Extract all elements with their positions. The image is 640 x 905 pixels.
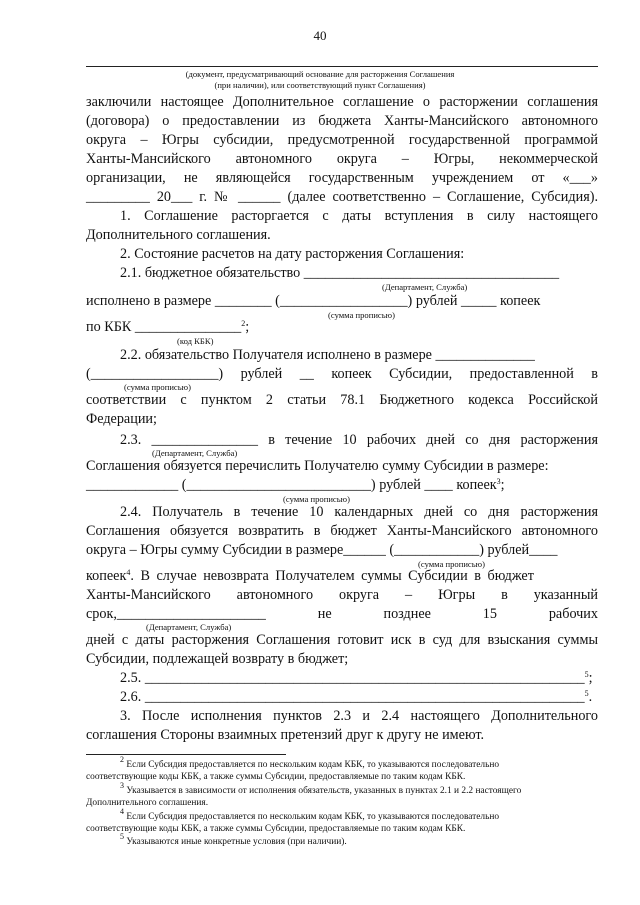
clause-1-line-1: 1. Соглашение расторгается с даты вступления в силу настоящего [120, 208, 598, 224]
clause-2-4-line-8: Субсидии, подлежащей возврату в бюджет; [86, 651, 349, 667]
footnote-text: Если Субсидия предоставляется по нескольким кодам КБК, то указываются последовательно [126, 812, 500, 822]
footnote-2-line-2: соответствующие коды КБК, а также суммы Субсидии, предоставляемые по таким кодам КБК. [86, 772, 466, 782]
footnote-number: 4 [120, 807, 124, 816]
clause-2-1-line-1: 2.1. бюджетное обязательство ____________________________________ [120, 265, 560, 281]
clause-2-5 [120, 669, 598, 687]
footnote-text: Указываются иные конкретные условия (при наличии). [126, 837, 347, 847]
text-line: организации, не являющейся государственным учреждением от «___» [86, 170, 598, 186]
footnote-number: 2 [120, 755, 124, 764]
clause-2-2-line-2: (__________________) рублей __ копеек Субсидии, предоставленной в [86, 366, 598, 382]
caption-sum-3: (сумма прописью) [283, 494, 350, 504]
kbk-blank: по КБК _______________ [86, 319, 242, 335]
text-line: округа – Югры субсидии, предусмотренной государственной программой [86, 132, 598, 148]
clause-2-4-line-2: Соглашения обязуется возвратить в бюджет Ханты-Мансийского автономного [86, 523, 598, 539]
caption-department-3: (Департамент, Служба) [146, 622, 232, 632]
footnote-text: Если Субсидия предоставляется по нескольким кодам КБК, то указываются последовательно [126, 760, 500, 770]
header-caption-2: (при наличии), или соответствующий пункт Соглашения) [214, 80, 426, 90]
footnote-ref: 5 [584, 689, 589, 698]
header-rule [86, 66, 598, 67]
footnote-ref: 4 [126, 568, 131, 577]
punctuation: ; [500, 477, 505, 493]
clause-3-line-1: 3. После исполнения пунктов 2.3 и 2.4 настоящего Дополнительного [120, 708, 598, 724]
clause-2-4-line-7: дней с даты расторжения Соглашения готовит иск в суд для взыскания суммы [86, 632, 598, 648]
footnote-4-line-1 [86, 807, 598, 823]
clause-2-heading: 2. Состояние расчетов на дату расторжения Соглашения: [120, 246, 465, 262]
clause-1-line-2: Дополнительного соглашения. [86, 227, 271, 243]
footnote-text: Указывается в зависимости от исполнения обязательств, указанных в пунктах 2.1 и 2.2 настоящего [126, 786, 522, 796]
footnote-3-line-1 [86, 781, 598, 797]
clause-2-3-line-2: Соглашения обязуется перечислить Получателю сумму Субсидии в размере: [86, 458, 549, 474]
clause-2-4-line-3: округа – Югры сумму Субсидии в размере______ (____________) рублей____ [86, 542, 558, 558]
caption-sum-4: (сумма прописью) [418, 559, 485, 569]
caption-department-1: (Департамент, Служба) [382, 282, 468, 292]
clause-2-4-text: . В случае невозврата Получателем суммы Субсидии в бюджет [130, 568, 534, 584]
clause-2-1-line-3 [86, 318, 598, 336]
text-line: заключили настоящее Дополнительное соглашение о расторжении соглашения [86, 94, 598, 110]
footnote-ref: 2 [241, 319, 246, 328]
punctuation: . [588, 689, 593, 705]
footnote-ref: 3 [496, 477, 501, 486]
footnote-ref: 5 [584, 670, 589, 679]
footnote-4-line-2: соответствующие коды КБК, а также суммы Субсидии, предоставляемые по таким кодам КБК. [86, 824, 466, 834]
clause-3-line-2: соглашения Стороны взаимных претензий друг к другу не имеют. [86, 727, 485, 743]
page-number: 40 [313, 28, 327, 43]
text-line: (договора) о предоставлении из бюджета Ханты-Мансийского автономного [86, 113, 598, 129]
caption-sum-1: (сумма прописью) [328, 310, 395, 320]
clause-2-5-blank: 2.5. ______________________________________________________________ [120, 670, 585, 686]
footnote-3-line-2: Дополнительного соглашения. [86, 798, 209, 808]
clause-2-4-line-1: 2.4. Получатель в течение 10 календарных дней со дня расторжения [120, 504, 598, 520]
clause-2-3-line-1: 2.3. _______________ в течение 10 рабочих дней со дня расторжения [120, 432, 598, 448]
clause-2-6-blank: 2.6. ______________________________________________________________ [120, 689, 585, 705]
sum-blank: _____________ (__________________________) рублей ____ копеек [86, 477, 497, 493]
footnote-rule [86, 754, 286, 755]
clause-2-4-line-6: срок,_____________________ не позднее 15 рабочих [86, 606, 598, 622]
clause-2-2-line-4: Федерации; [86, 411, 157, 427]
clause-2-4-line-5: Ханты-Мансийского автономного округа – Югры в указанный [86, 587, 598, 603]
clause-2-4-line-4 [86, 567, 598, 585]
footnote-number: 5 [120, 832, 124, 841]
punctuation: ; [245, 319, 250, 335]
caption-sum-2: (сумма прописью) [124, 382, 191, 392]
clause-2-3-line-3 [86, 476, 598, 494]
footnote-number: 3 [120, 781, 124, 790]
kopeek-word: копеек [86, 568, 127, 584]
footnote-5-line-1 [86, 832, 598, 848]
footnote-2-line-1 [86, 755, 598, 771]
caption-department-2: (Департамент, Служба) [152, 448, 238, 458]
clause-2-1-line-2: исполнено в размере ________ (__________________) рублей _____ копеек [86, 293, 541, 309]
clause-2-2-line-1: 2.2. обязательство Получателя исполнено в размере ______________ [120, 347, 535, 363]
punctuation: ; [588, 670, 593, 686]
clause-2-2-line-3: соответствии с пунктом 2 статьи 78.1 Бюджетного кодекса Российской [86, 392, 598, 408]
caption-kbk: (код КБК) [177, 336, 214, 346]
text-line: Ханты-Мансийского автономного округа – Югры, некоммерческой [86, 151, 598, 167]
header-caption-1: (документ, предусматривающий основание для расторжения Соглашения [185, 69, 455, 79]
text-line: _________ 20___ г. № ______ (далее соответственно – Соглашение, Субсидия). [86, 189, 598, 205]
clause-2-6 [120, 688, 598, 706]
